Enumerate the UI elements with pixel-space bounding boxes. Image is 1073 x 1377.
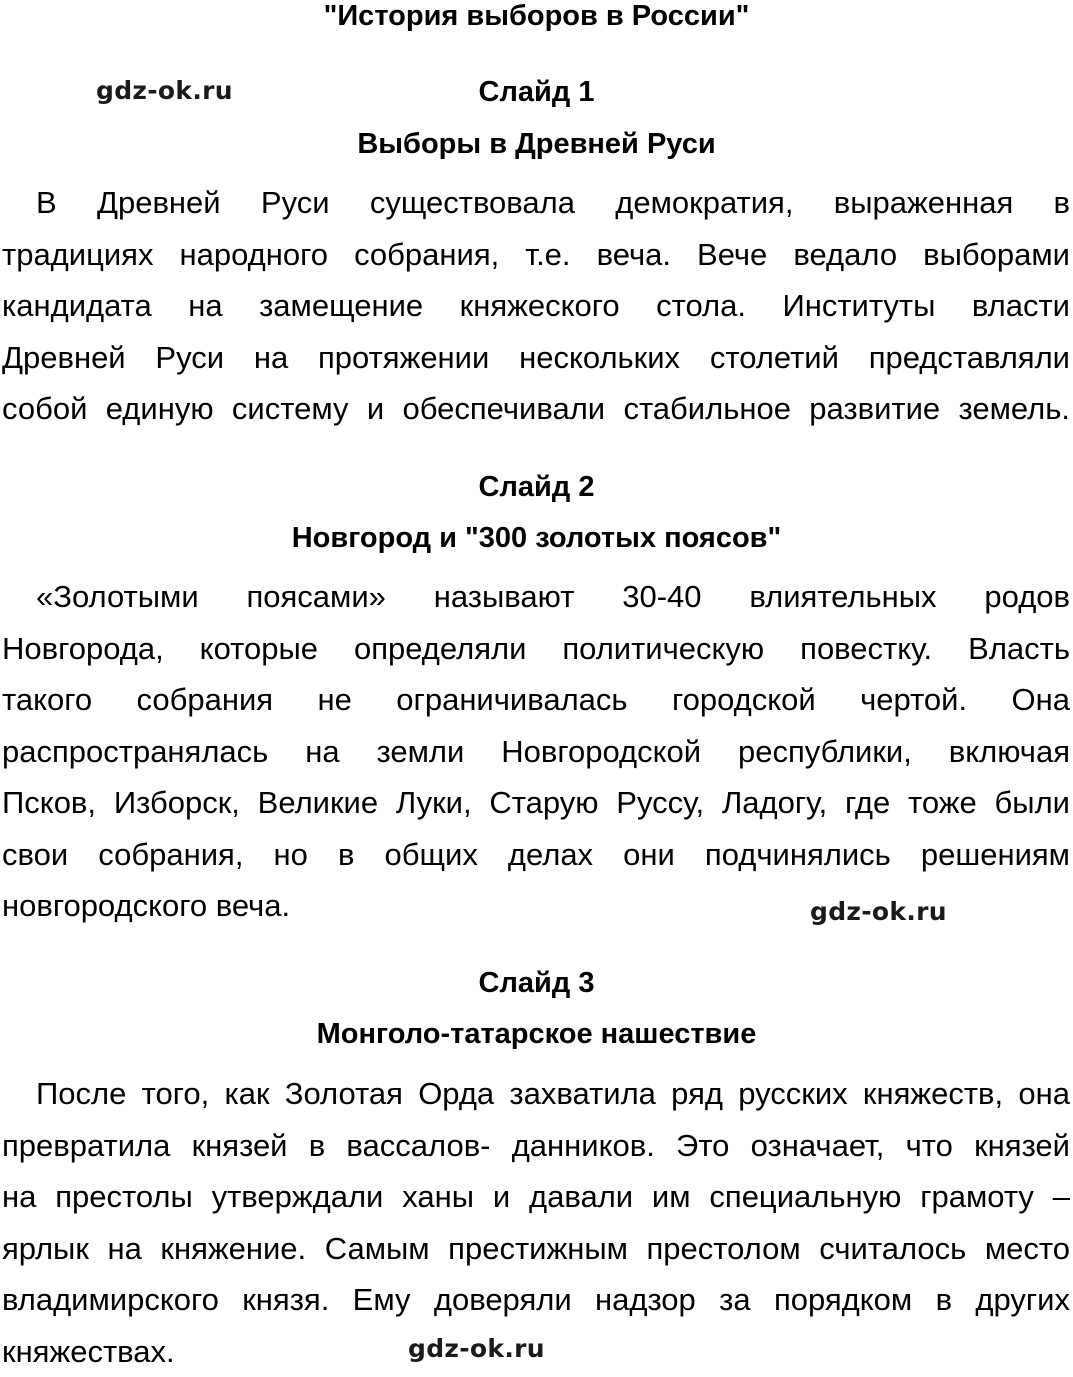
slide-heading: Выборы в Древней Руси (0, 126, 1073, 162)
paragraph-line: Новгорода, которые определяли политическую повестку. Власть (2, 623, 1070, 675)
paragraph-line: После того, как Золотая Орда захватила ряд русских княжеств, она (2, 1068, 1070, 1120)
paragraph-line: владимирского князя. Ему доверяли надзор за порядком в других (2, 1274, 1070, 1326)
slide-heading: Новгород и "300 золотых поясов" (0, 520, 1073, 556)
slide-heading: Монголо-татарское нашествие (0, 1016, 1073, 1052)
paragraph-line: новгородского веча. (2, 880, 1070, 932)
paragraph-line: превратила князей в вассалов- данников. Это означает, что князей (2, 1120, 1070, 1172)
paragraph-line: традициях народного собрания, т.е. веча. Вече ведало выборами (2, 229, 1070, 281)
slide-label: Слайд 3 (0, 965, 1073, 1001)
slide-label: Слайд 2 (0, 469, 1073, 505)
slide-paragraph (2, 177, 1070, 435)
paragraph-line: такого собрания не ограничивалась городской чертой. Она (2, 674, 1070, 726)
paragraph-line: на престолы утверждали ханы и давали им специальную грамоту – (2, 1171, 1070, 1223)
document-title: "История выборов в России" (0, 0, 1073, 34)
paragraph-line: «Золотыми поясами» называют 30-40 влиятельных родов (2, 571, 1070, 623)
slide-paragraph (2, 1068, 1070, 1377)
watermark: gdz-ok.ru (408, 1334, 545, 1363)
paragraph-line: собой единую систему и обеспечивали стабильное развитие земель. (2, 383, 1070, 435)
watermark: gdz-ok.ru (96, 76, 233, 105)
paragraph-line: Псков, Изборск, Великие Луки, Старую Руссу, Ладогу, где тоже были (2, 777, 1070, 829)
paragraph-line: Древней Руси на протяжении нескольких столетий представляли (2, 332, 1070, 384)
paragraph-line: В Древней Руси существовала демократия, выраженная в (2, 177, 1070, 229)
slide-label: Слайд 1 (0, 74, 1073, 110)
paragraph-line: княжествах. (2, 1326, 1070, 1377)
paragraph-line: кандидата на замещение княжеского стола. Институты власти (2, 280, 1070, 332)
watermark: gdz-ok.ru (810, 897, 947, 926)
paragraph-line: ярлык на княжение. Самым престижным престолом считалось место (2, 1223, 1070, 1275)
slide-paragraph (2, 571, 1070, 932)
paragraph-line: распространялась на земли Новгородской республики, включая (2, 726, 1070, 778)
paragraph-line: свои собрания, но в общих делах они подчинялись решениям (2, 829, 1070, 881)
